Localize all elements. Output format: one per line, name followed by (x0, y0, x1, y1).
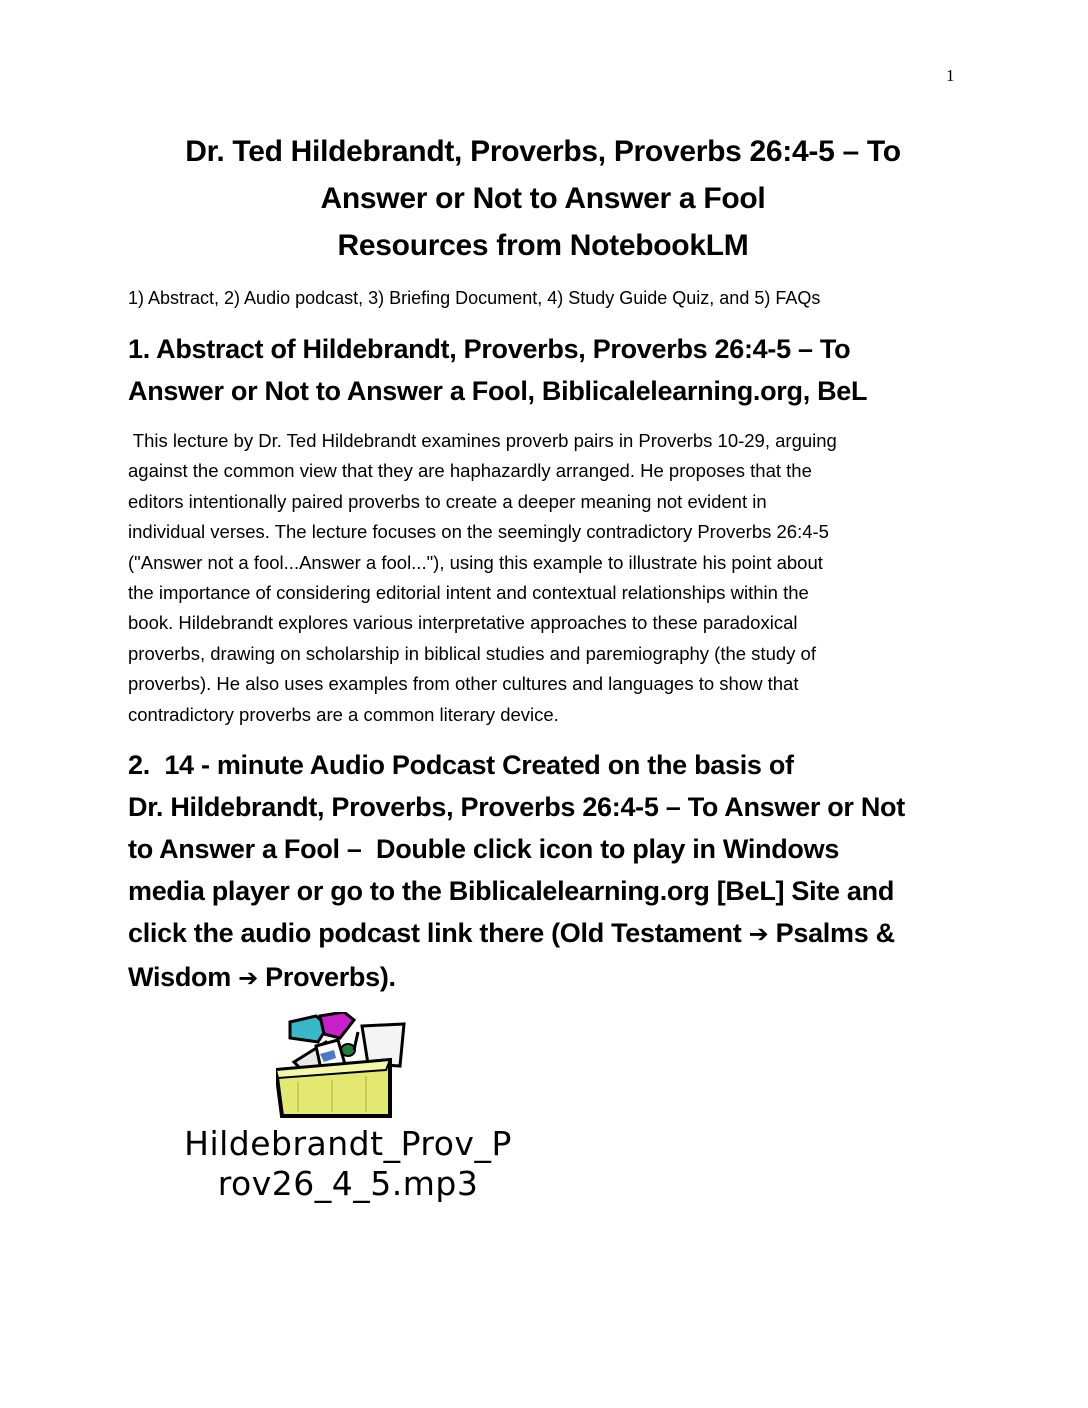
podcast-heading-line-6 (128, 956, 963, 1000)
abstract-line: contradictory proverbs are a common literary device. (128, 703, 559, 725)
right-arrow-icon: ➔ (748, 921, 769, 948)
page-number: 1 (946, 66, 955, 85)
right-arrow-icon: ➔ (238, 965, 258, 992)
document-title (128, 128, 958, 269)
podcast-heading-text: click the audio podcast link there (Old Testament (128, 918, 749, 948)
podcast-heading-text: Wisdom (128, 962, 239, 992)
abstract-line: proverbs, drawing on scholarship in biblical studies and paremiography (the study of (128, 642, 816, 664)
audio-attachment[interactable] (128, 1012, 568, 1212)
abstract-heading-line-2: Answer or Not to Answer a Fool, Biblicalelearning.org, BeL (128, 376, 868, 406)
abstract-body (128, 426, 958, 730)
abstract-line: book. Hildebrandt explores various interpretative approaches to these paradoxical (128, 612, 798, 634)
title-line-2: Answer or Not to Answer a Fool (320, 182, 766, 215)
package-icon[interactable] (276, 1012, 406, 1118)
abstract-line: individual verses. The lecture focuses on the seemingly contradictory Proverbs 26:4-5 (128, 521, 829, 543)
podcast-heading-line-4: media player or go to the Biblicalelearning.org [BeL] Site and (128, 876, 895, 906)
abstract-line: against the common view that they are haphazardly arranged. He proposes that the (128, 460, 812, 482)
abstract-line: This lecture by Dr. Ted Hildebrandt examines proverb pairs in Proverbs 10-29, arguing (128, 430, 837, 451)
attachment-filename-line-2: rov26_4_5.mp3 (217, 1164, 479, 1203)
podcast-heading-line-2: Dr. Hildebrandt, Proverbs, Proverbs 26:4-5 – To Answer or Not (128, 792, 905, 822)
abstract-heading (128, 328, 963, 412)
abstract-line: ("Answer not a fool...Answer a fool..."), using this example to illustrate his point about (128, 551, 823, 573)
podcast-heading (128, 744, 963, 1000)
attachment-filename[interactable] (128, 1124, 568, 1204)
podcast-heading-line-5 (128, 912, 963, 956)
attachment-filename-line-1: Hildebrandt_Prov_P (184, 1124, 512, 1163)
abstract-line: the importance of considering editorial intent and contextual relationships within the (128, 582, 809, 604)
podcast-heading-text: Proverbs). (257, 962, 396, 992)
resource-list: 1) Abstract, 2) Audio podcast, 3) Briefing Document, 4) Study Guide Quiz, and 5) FAQs (128, 288, 821, 308)
title-line-1: Dr. Ted Hildebrandt, Proverbs, Proverbs 26:4-5 – To (185, 135, 901, 168)
abstract-line: proverbs). He also uses examples from other cultures and languages to show that (128, 673, 799, 695)
abstract-line: editors intentionally paired proverbs to create a deeper meaning not evident in (128, 490, 767, 512)
podcast-heading-text: Psalms & (768, 918, 895, 948)
podcast-heading-line-3: to Answer a Fool – Double click icon to play in Windows (128, 834, 840, 864)
title-line-3: Resources from NotebookLM (337, 229, 749, 262)
abstract-heading-line-1: 1. Abstract of Hildebrandt, Proverbs, Proverbs 26:4-5 – To (128, 334, 851, 364)
podcast-heading-line-1: 2. 14 - minute Audio Podcast Created on the basis of (128, 750, 794, 780)
